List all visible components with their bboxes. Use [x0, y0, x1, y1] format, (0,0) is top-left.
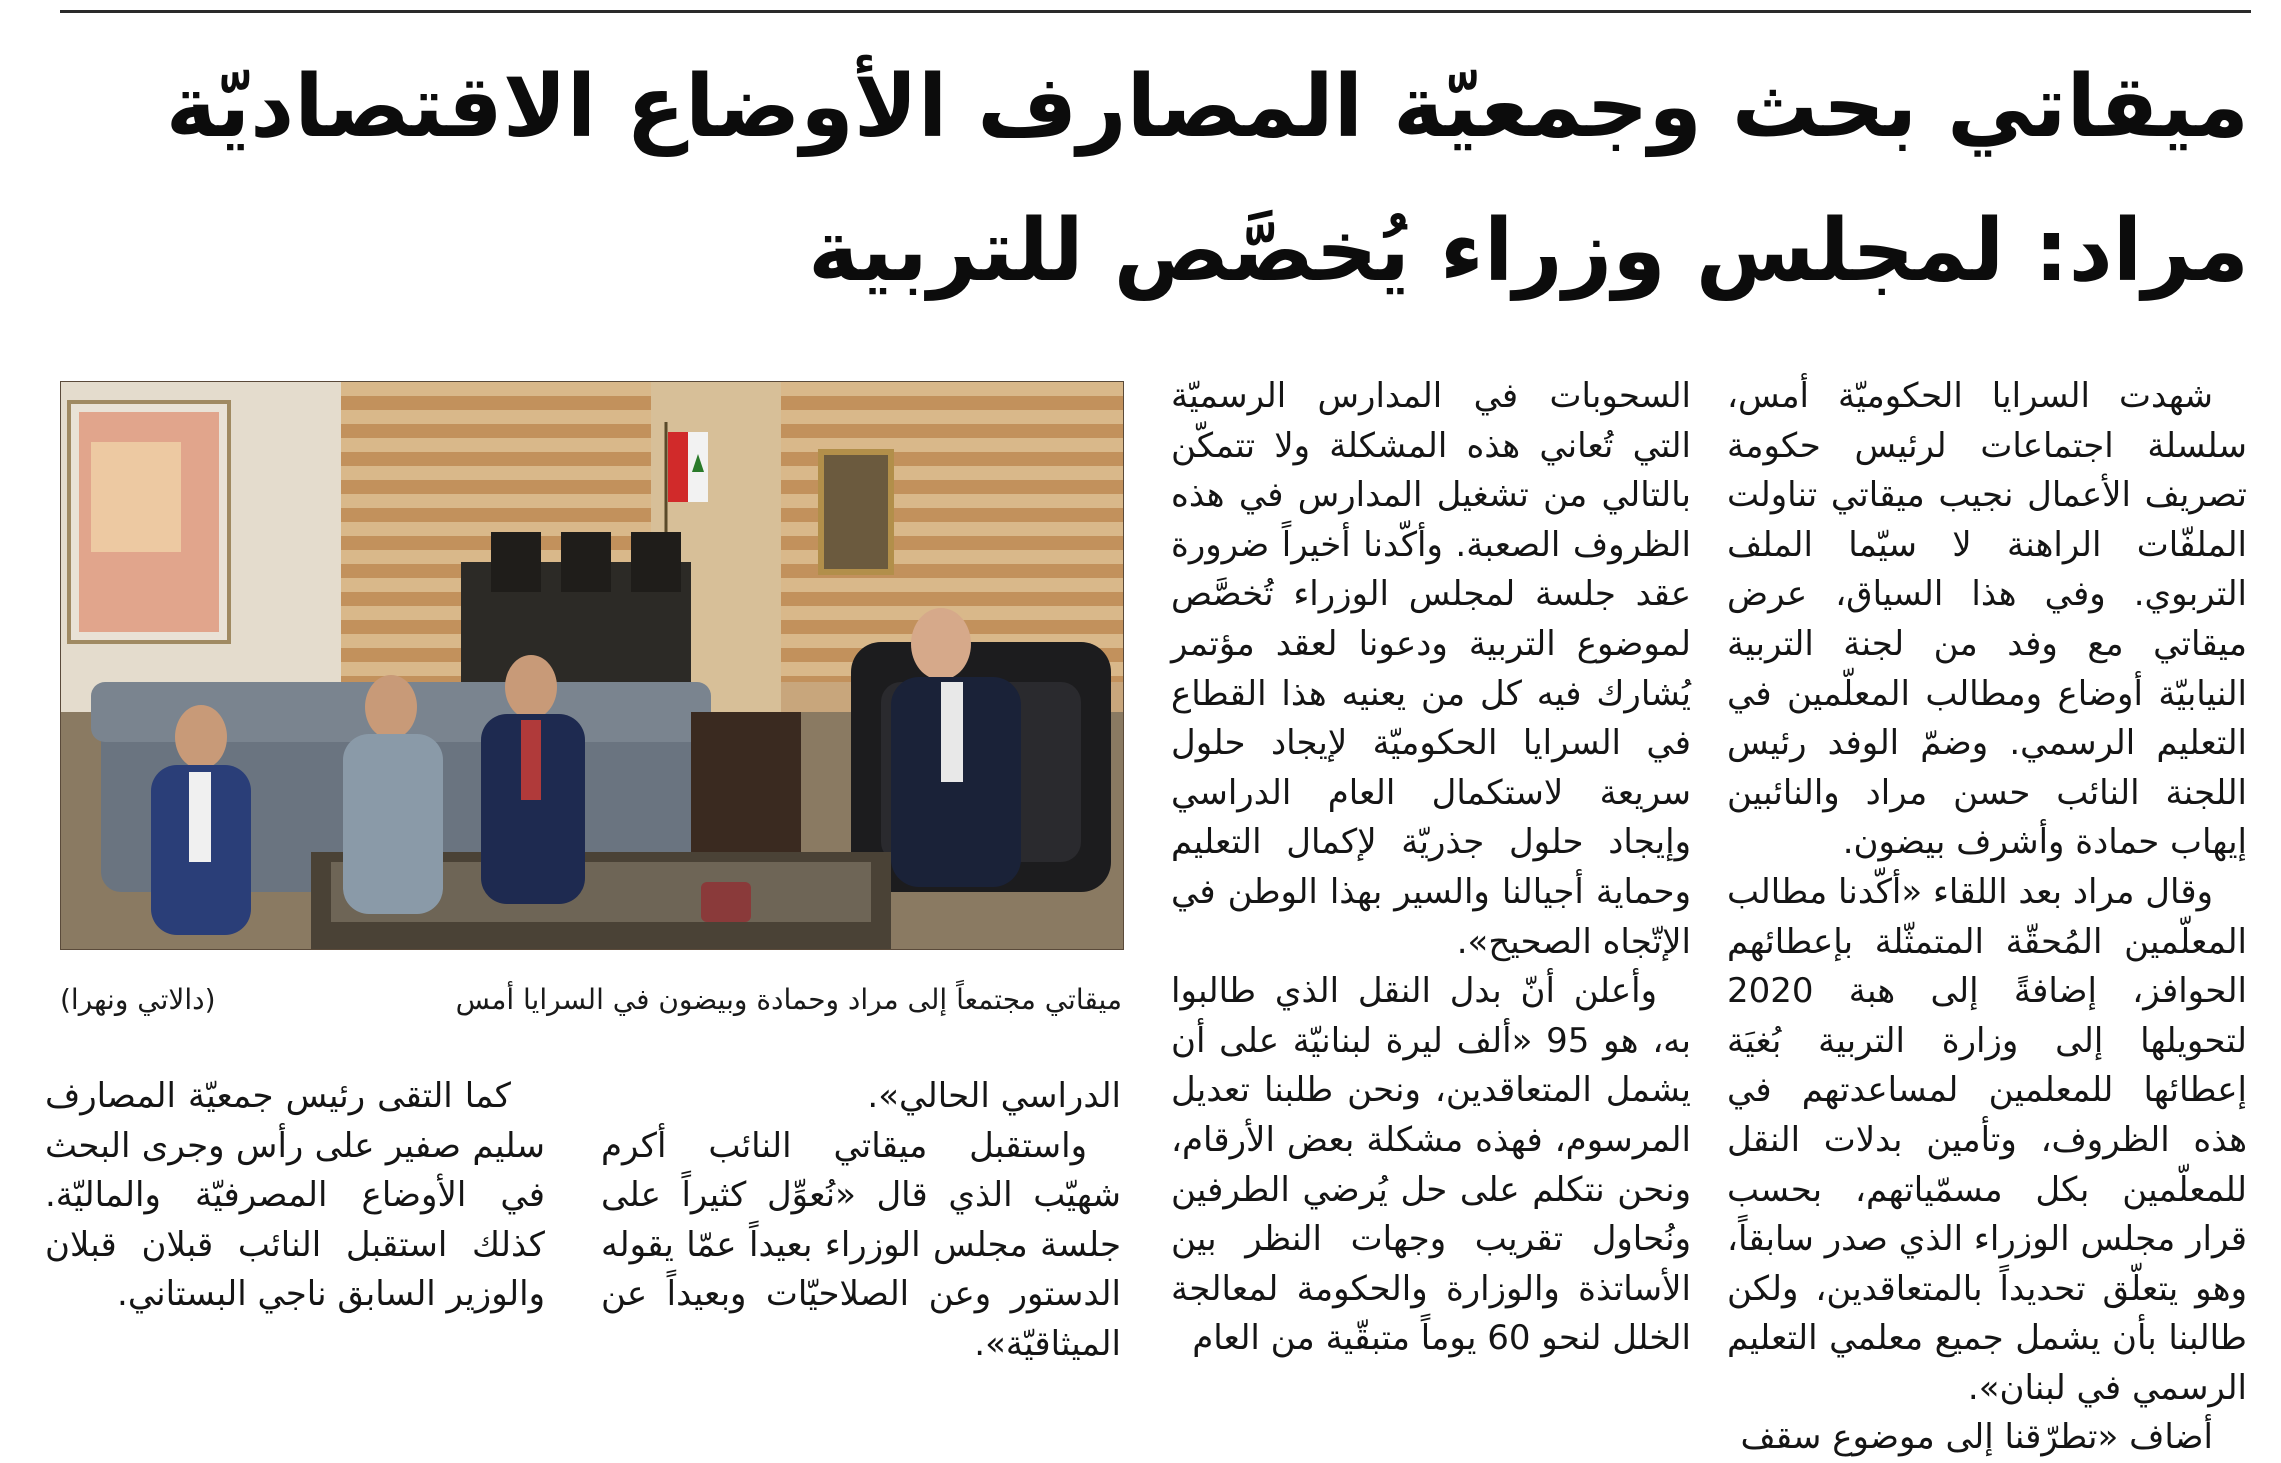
column-2-paragraph-1: السحوبات في المدارس الرسميّة التي تُعاني هذه المشكلة ولا تتمكّن بالتالي من تشغيل المدارس في هذه الظروف الصعبة. وأكّدنا أخيراً ضرورة عقد جلسة لمجلس الوزراء تُخصَّص لموضوع التربية ودعونا لعقد مؤتمر يُشارك فيه كل من يعنيه هذا القطاع في السرايا الحكوميّة لإيجاد حلول سريعة لاستكمال العام الدراسي وإيجاد حلول جذريّة لإكمال التعليم وحماية أجيالنا والسير بهذا الوطن في الإتّجاه الصحيح». — [1171, 376, 1691, 962]
column-1-paragraph-2: وقال مراد بعد اللقاء «أكّدنا مطالب المعلّمين المُحقّة المتمثّلة بإعطائهم الحوافز، إضافةً إلى هبة 2020 لتحويلها إلى وزارة التربية بُغيَة إعطائها للمعلمين لمساعدتهم في هذه الظروف، وتأمين بدلات النقل للمعلّمين بكل مسمّياتهم، بحسب قرار مجلس الوزراء الذي صدر سابقاً، وهو يتعلّق تحديداً بالمتعاقدين، ولكن طالبنا بأن يشمل جميع معلمي التعليم الرسمي في لبنان». — [1727, 871, 2247, 1408]
photo-credit: (دالاتي ونهرا) — [60, 983, 216, 1016]
column-1-paragraph-1: شهدت السرايا الحكوميّة أمس، سلسلة اجتماعات لرئيس حكومة تصريف الأعمال نجيب ميقاتي تناولت الملفّات الراهنة لا سيّما الملف التربوي. وفي هذا السياق، عرض ميقاتي مع وفد من لجنة التربية النيابيّة أوضاع ومطالب المعلّمين في التعليم الرسمي. وضمّ الوفد رئيس اللجنة النائب حسن مراد والنائبين إيهاب حمادة وأشرف بيضون. — [1727, 376, 2247, 863]
meeting-photo-image — [61, 382, 1123, 949]
photo-caption-row — [60, 980, 1122, 1020]
article-column-1 — [1727, 372, 2247, 1463]
article-column-2 — [1171, 372, 1691, 1364]
column-3-paragraph-1: الدراسي الحالي». — [867, 1076, 1121, 1116]
photo-caption: ميقاتي مجتمعاً إلى مراد وحمادة وبيضون في السرايا أمس — [455, 983, 1122, 1016]
news-photo — [60, 381, 1124, 950]
column-4-paragraph-1: كما التقى رئيس جمعيّة المصارف سليم صفير على رأس وجرى البحث في الأوضاع المصرفيّة والماليّة. كذلك استقبل النائب قبلان قبلان والوزير السابق ناجي البستاني. — [45, 1076, 545, 1315]
article-column-3 — [601, 1072, 1121, 1370]
article-column-4 — [45, 1072, 545, 1320]
headline-line-1: ميقاتي بحث وجمعيّة المصارف الأوضاع الاقتصاديّة — [165, 57, 2249, 157]
column-1-paragraph-3: أضاف «تطرّقنا إلى موضوع سقف — [1740, 1417, 2213, 1458]
top-rule — [60, 10, 2251, 13]
column-3-paragraph-2: واستقبل ميقاتي النائب أكرم شهيّب الذي قال «نُعوِّل كثيراً على جلسة مجلس الوزراء بعيداً عمّا يقوله الدستور وعن الصلاحيّات وبعيداً عن الميثاقيّة». — [601, 1125, 1121, 1364]
column-2-paragraph-2: وأعلن أنّ بدل النقل الذي طالبوا به، هو 95 «ألف ليرة لبنانيّة على أن يشمل المتعاقدين، ونحن طلبنا تعديل المرسوم، فهذه مشكلة بعض الأرقام، ونحن نتكلم على حل يُرضي الطرفين ونُحاول تقريب وجهات النظر بين الأساتذة والوزارة والحكومة لمعالجة الخلل لنحو 60 يوماً متبقّية من العام — [1171, 971, 1691, 1359]
headline-line-2: مراد: لمجلس وزراء يُخصَّص للتربية — [808, 201, 2249, 301]
